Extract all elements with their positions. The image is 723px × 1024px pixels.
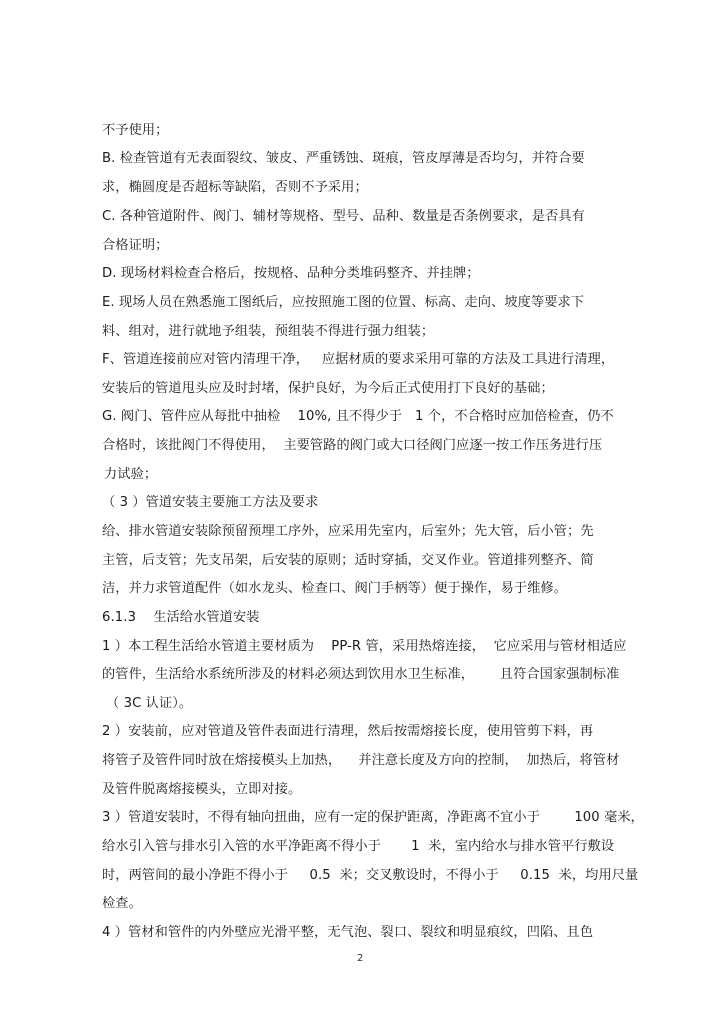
section-heading: 6.1.3 生活给水管道安装 xyxy=(102,610,260,625)
text-line: 合格证明； xyxy=(102,238,169,253)
text-line: 及管件脱离熔接模头，立即对接。 xyxy=(102,782,302,797)
text-line: 将管子及管件同时放在熔接模头上加热， 并注意长度及方向的控制， 加热后，将管材 xyxy=(102,753,620,768)
text-line: 4 ）管材和管件的内外壁应光滑平整，无气泡、裂口、裂纹和明显痕纹，凹陷、且色 xyxy=(102,925,594,940)
text-line: 不予使用； xyxy=(102,123,169,138)
text-line: 给水引入管与排水引入管的水平净距离不得小于 1 米，室内给水与排水管平行敷设 xyxy=(102,839,615,854)
text-line: 给、排水管道安装除预留预埋工序外，应采用先室内，后室外；先大管，后小管；先 xyxy=(102,524,594,539)
text-line: 求，椭圆度是否超标等缺陷，否则不予采用； xyxy=(102,180,368,195)
text-line: 力试验； xyxy=(104,467,158,482)
text-line: C. 各种管道附件、阀门、辅材等规格、型号、品种、数量是否条例要求，是否具有 xyxy=(102,209,585,224)
text-line: 2 ）安装前，应对管道及管件表面进行清理，然后按需熔接长度，使用管剪下料，再 xyxy=(102,724,594,739)
text-line: 安装后的管道甩头应及时封堵，保护良好，为今后正式使用打下良好的基础； xyxy=(102,381,554,396)
text-line: B. 检查管道有无表面裂纹、皱皮、严重锈蚀、斑痕，管皮厚薄是否均匀，并符合要 xyxy=(102,151,585,166)
text-line: 的管件，生活给水系统所涉及的材料必须达到饮用水卫生标准， 且符合国家强制标准 xyxy=(102,667,620,682)
text-line: D. 现场材料检查合格后，按规格、品种分类堆码整齐、并挂牌； xyxy=(102,266,480,281)
text-line: G. 阀门、管件应从每批中抽检 10%, 且不得少于 1 个，不合格时应加倍检查，仍不 xyxy=(102,409,614,424)
text-line: 料、组对，进行就地予组装，预组装不得进行强力组装； xyxy=(102,324,435,339)
text-line: 洁，并力求管道配件（如水龙头、检查口、阀门手柄等）便于操作，易于维修。 xyxy=(102,581,568,596)
page-number: 2 xyxy=(357,953,364,964)
text-line: 时，两管间的最小净距不得小于 0.5 米；交叉敷设时，不得小于 0.15 米，均用尺量 xyxy=(102,868,639,883)
text-line: 主管，后支管；先支吊架，后安装的原则；适时穿插，交叉作业。管道排列整齐、简 xyxy=(102,553,594,568)
section-heading: （ 3 ）管道安装主要施工方法及要求 xyxy=(102,495,319,510)
text-line: 合格时，该批阀门不得使用， 主要管路的阀门或大口径阀门应逐一按工作压务进行压 xyxy=(102,438,603,453)
text-line: F、管道连接前应对管内清理干净， 应据材质的要求采用可靠的方法及工具进行清理， xyxy=(102,352,615,367)
text-line: 1 ）本工程生活给水管道主要材质为 PP-R 管，采用热熔连接， 它应采用与管材相适应 xyxy=(102,639,627,654)
text-line: （ 3C 认证）。 xyxy=(106,696,193,711)
text-line: E. 现场人员在熟悉施工图纸后，应按照施工图的位置、标高、走向、坡度等要求下 xyxy=(102,295,585,310)
text-line: 检查。 xyxy=(102,896,142,911)
text-line: 3 ）管道安装时，不得有轴向扭曲，应有一定的保护距离，净距离不宜小于 100 毫米， xyxy=(102,810,644,825)
